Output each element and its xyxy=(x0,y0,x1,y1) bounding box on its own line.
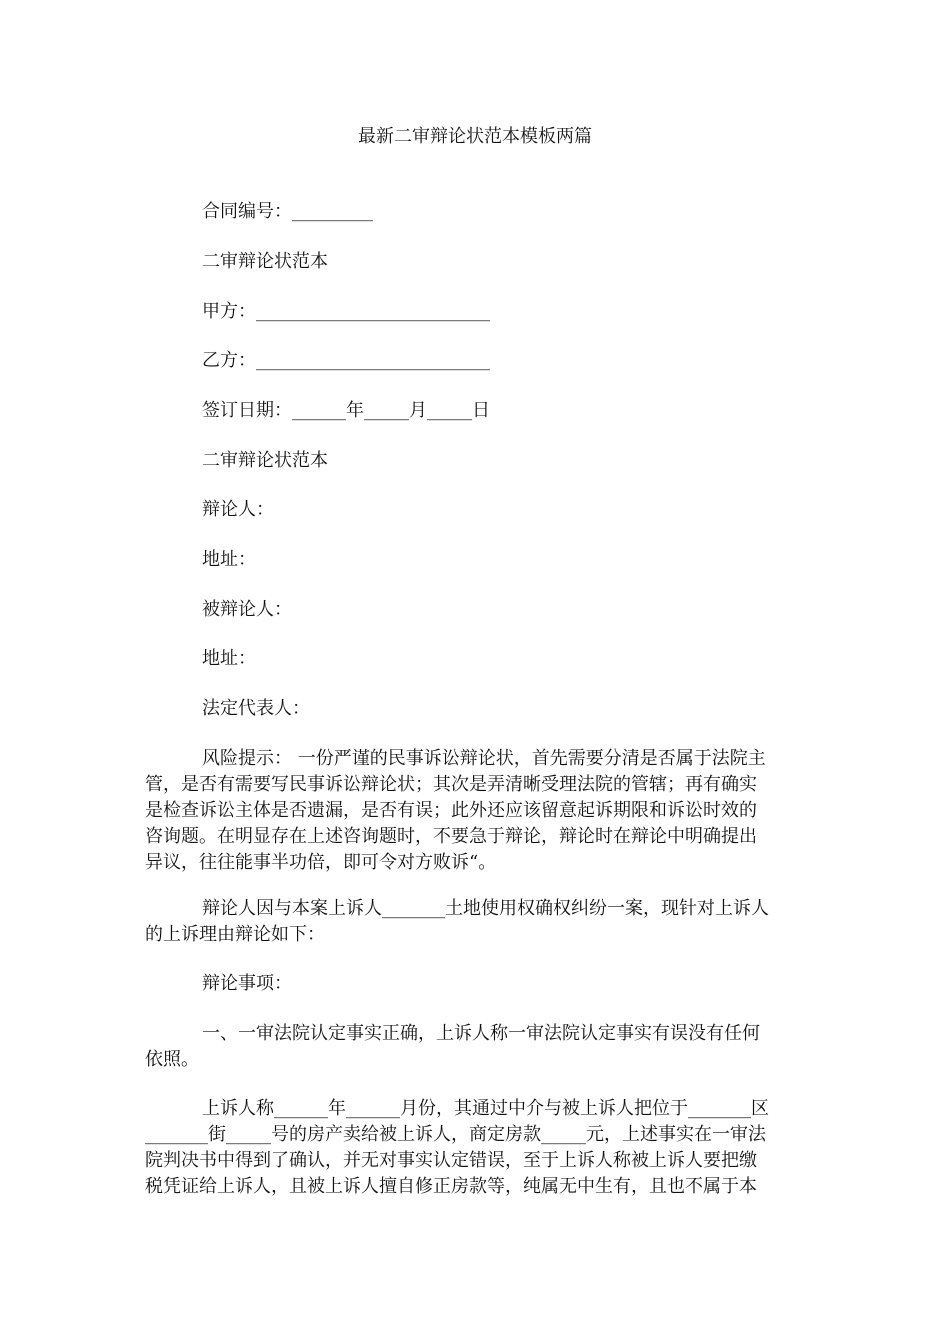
risk-warning-paragraph xyxy=(145,746,807,876)
text-line: 上诉人称______年______月份，其通过中介与被上诉人把位于_______区 xyxy=(202,1098,769,1119)
party-a-field: 甲方：__________________________ xyxy=(202,301,490,322)
subtitle-line: 二审辩论状范本 xyxy=(202,251,328,272)
matters-heading: 辩论事项： xyxy=(202,973,292,994)
opponent-address-field: 地址： xyxy=(202,648,256,669)
text-line: 异议，往往能事半功倍，即可令对方败诉“。 xyxy=(145,852,497,873)
text-line: 税凭证给上诉人，且被上诉人擅自修正房款等，纯属无中生有，且也不属于本 xyxy=(145,1176,757,1197)
text-line: 的上诉理由辩论如下： xyxy=(145,924,325,945)
document-title: 最新二审辩论状范本模板两篇 xyxy=(358,126,592,147)
intro-paragraph xyxy=(145,896,807,948)
text-line: 辩论人因与本案上诉人_______土地使用权确权纠纷一案，现针对上诉人 xyxy=(202,898,769,919)
respondent-field: 辩论人： xyxy=(202,499,274,520)
text-line: 管，是否有需要写民事诉讼辩论状；其次是弄清晰受理法院的管辖；再有确实 xyxy=(145,774,757,795)
respondent-address-field: 地址： xyxy=(202,549,256,570)
text-line: 院判决书中得到了确认，并无对事实认定错误，至于上诉人称被上诉人要把缴 xyxy=(145,1150,757,1171)
contract-number-field: 合同编号：_________ xyxy=(202,201,373,222)
legal-representative-field: 法定代表人： xyxy=(202,698,310,719)
text-line: 一、一审法院认定事实正确，上诉人称一审法院认定事实有误没有任何 xyxy=(202,1023,760,1044)
text-line: 是检查诉讼主体是否遗漏，是否有误；此外还应该留意起诉期限和诉讼时效的 xyxy=(145,800,757,821)
text-line: _______街_____号的房产卖给被上诉人，商定房款_____元，上述事实在一审法 xyxy=(145,1124,766,1145)
party-b-field: 乙方：__________________________ xyxy=(202,350,490,371)
text-line: 风险提示： 一份严谨的民事诉讼辩论状，首先需要分清是否属于法院主 xyxy=(202,748,766,769)
text-line: 依照。 xyxy=(145,1049,199,1070)
point-one-paragraph xyxy=(145,1021,807,1073)
text-line: 咨询题。在明显存在上述咨询题时，不要急于辩论，辩论时在辩论中明确提出 xyxy=(145,826,757,847)
signing-date-field: 签订日期：______年_____月_____日 xyxy=(202,400,490,421)
subtitle-line-2: 二审辩论状范本 xyxy=(202,450,328,471)
opponent-field: 被辩论人： xyxy=(202,599,292,620)
appellant-claim-paragraph xyxy=(145,1096,807,1200)
